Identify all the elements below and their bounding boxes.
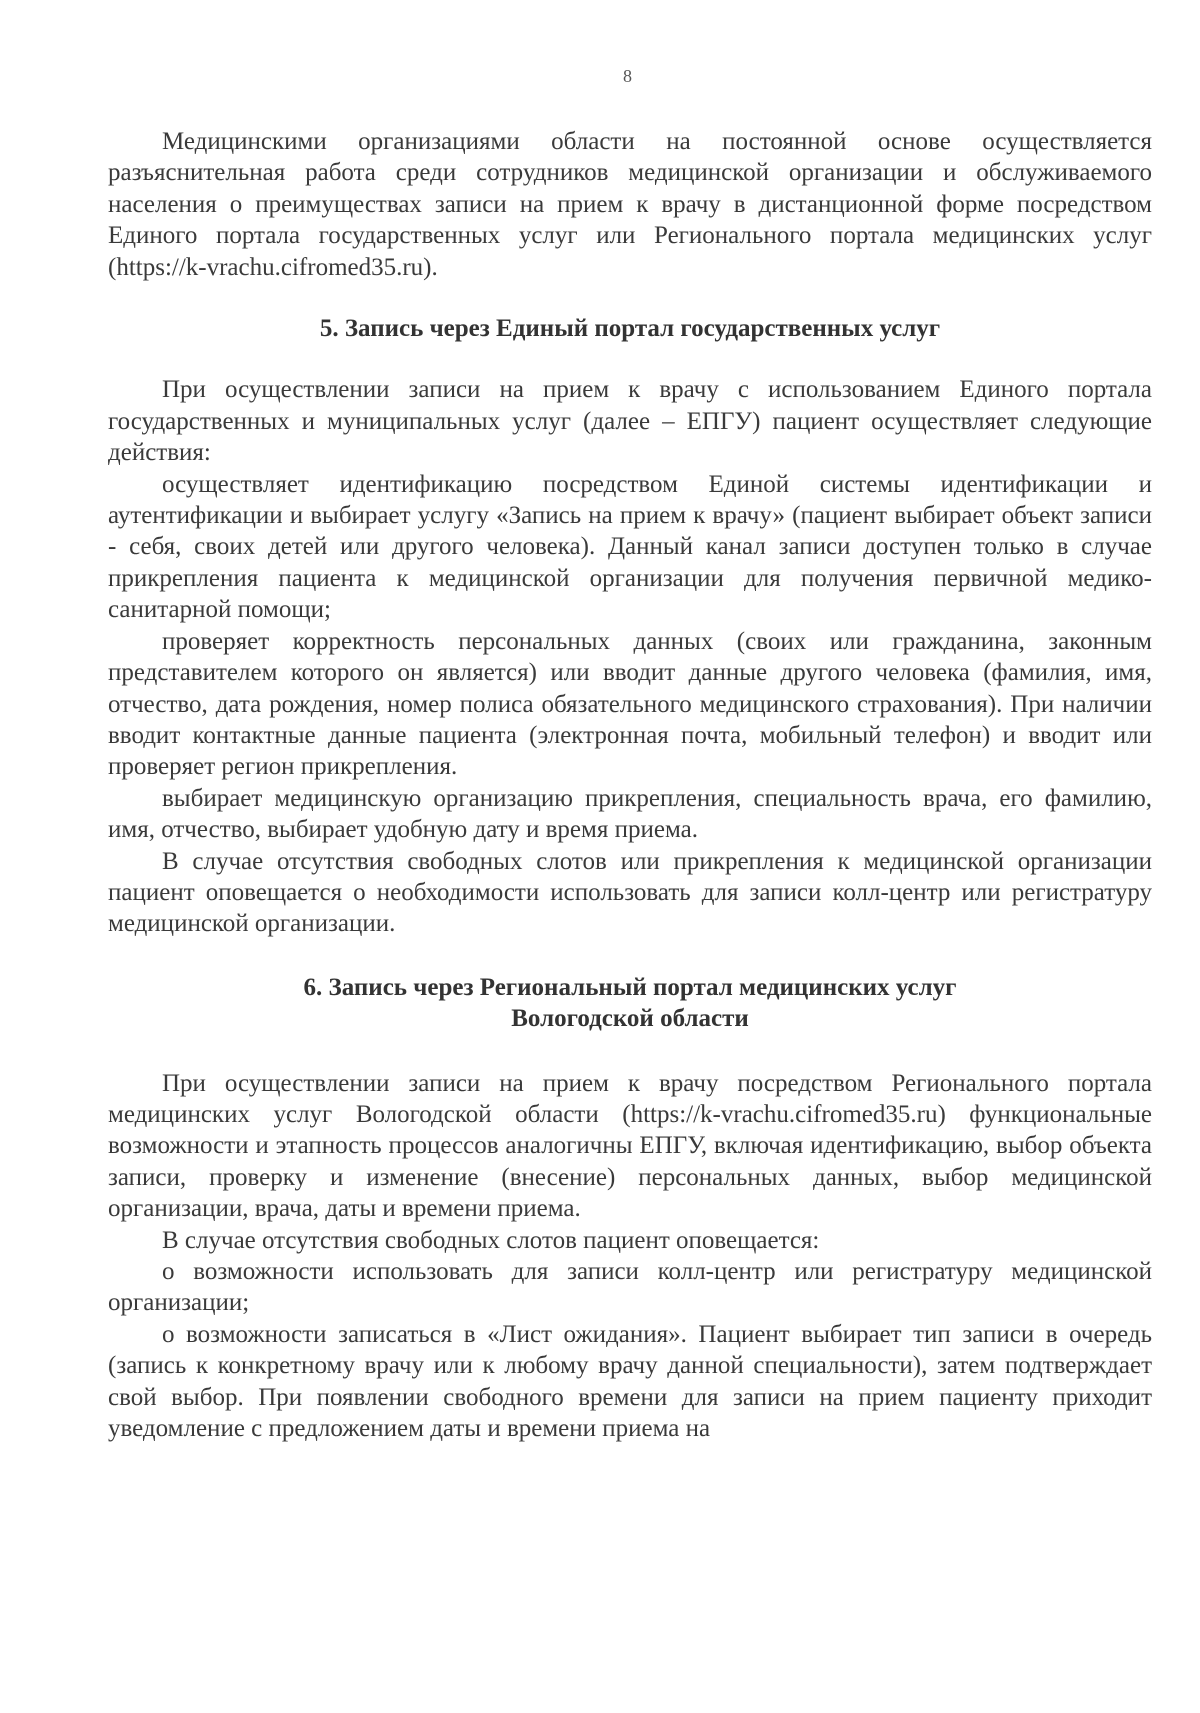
section-6-paragraph: о возможности использовать для записи колл-центр или регистратуру медицинской организации;	[108, 1258, 1152, 1317]
page-number: 8	[623, 66, 632, 86]
section-5-paragraph: осуществляет идентификацию посредством Единой системы идентификации и аутентификации и выбирает услугу «Запись на прием к врачу» (пациент выбирает объект записи - себя, своих детей или другого человека). Данный канал записи доступен только в случае прикрепления пациента к медицинской организации для получения первичной медико-санитарной помощи;	[108, 470, 1152, 624]
section-6-paragraph: о возможности записаться в «Лист ожидания». Пациент выбирает тип записи в очередь (запись к конкретному врачу или к любому врачу данной специальности), затем подтверждает свой выбор. При появлении свободного времени для записи на прием пациенту приходит уведомление с предложением даты и времени приема на	[108, 1320, 1152, 1443]
document-body	[108, 126, 1152, 1444]
section-6-heading-line-1: 6. Запись через Региональный портал медицинских услуг	[303, 973, 957, 1001]
section-5-paragraph: выбирает медицинскую организацию прикрепления, специальность врача, его фамилию, имя, отчество, выбирает удобную дату и время приема.	[108, 784, 1152, 844]
section-6-paragraph: В случае отсутствия свободных слотов пациент оповещается:	[162, 1226, 820, 1254]
intro-paragraph: Медицинскими организациями области на постоянной основе осуществляется разъяснительная работа среди сотрудников медицинской организации и обслуживаемого населения о преимуществах записи на прием к врачу в дистанционной форме посредством Единого портала государственных услуг или Регионального портала медицинских услуг (https://k-vrachu.cifromed35.ru).	[108, 128, 1152, 281]
section-5-paragraph: проверяет корректность персональных данных (своих или гражданина, законным представителем которого он является) или вводит данные другого человека (фамилия, имя, отчество, дата рождения, номер полиса обязательного медицинского страхования). При наличии вводит контактные данные пациента (электронная почта, мобильный телефон) и вводит или проверяет регион прикрепления.	[108, 627, 1152, 781]
section-5-paragraph: При осуществлении записи на прием к врачу с использованием Единого портала государственных и муниципальных услуг (далее – ЕПГУ) пациент осуществляет следующие действия:	[108, 376, 1152, 467]
section-6-paragraph: При осуществлении записи на прием к врачу посредством Регионального портала медицинских услуг Вологодской области (https://k-vrachu.cifromed35.ru) функциональные возможности и этапность процессов аналогичны ЕПГУ, включая идентификацию, выбор объекта записи, проверку и изменение (внесение) персональных данных, выбор медицинской организации, врача, даты и времени приема.	[108, 1069, 1152, 1223]
section-6-heading	[108, 972, 1152, 1035]
section-5-heading: 5. Запись через Единый портал государственных услуг	[319, 315, 941, 343]
section-5-paragraph: В случае отсутствия свободных слотов или прикрепления к медицинской организации пациент оповещается о необходимости использовать для записи колл-центр или регистратуру медицинской организации.	[108, 847, 1152, 938]
section-6-heading-line-2: Вологодской области	[511, 1005, 749, 1033]
